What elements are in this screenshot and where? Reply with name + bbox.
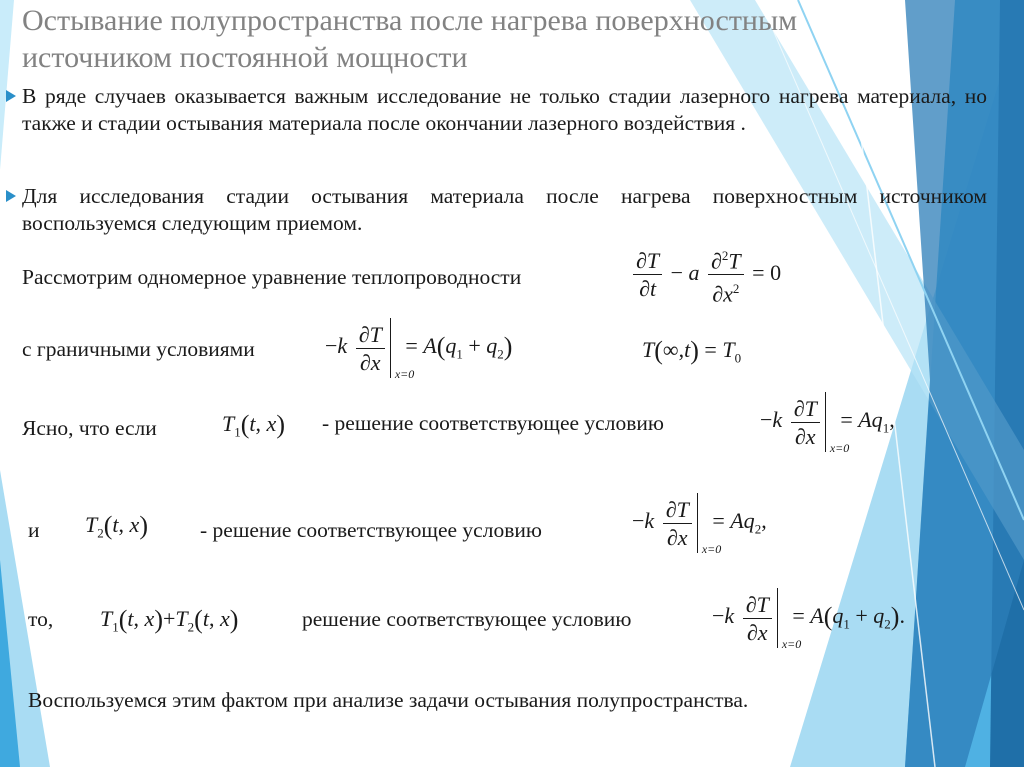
if-label: Ясно, что если [22,416,157,440]
sol1-label: - решение соответствующее условию [322,411,664,435]
condition-1: −k $\frac{\partial T}{\partial x}$ x=0 = $Aq_1$, [760,392,895,452]
then-label: то, [28,607,54,631]
condition-3: −k $\frac{\partial T}{\partial x}$ x=0 = $A(q_1 + q_2)$. [712,588,905,648]
t2-expression: $T_2(t$, x) [85,511,148,541]
bullet-icon [6,90,16,102]
infinity-condition: $T(\infty,t) = T_0$ [642,336,742,366]
heat-eq-label: Рассмотрим одномерное уравнение теплопроводности [22,265,522,289]
sol2-label: - решение соответствующее условию [200,518,542,542]
paragraph-1: В ряде случаев оказывается важным исследование не только стадии лазерного нагрева материала, но также и стадии остывания материала после окончании лазерного воздействия . [22,84,987,135]
condition-2: −k $\frac{\partial T}{\partial x}$ x=0 = $Aq_2$, [632,493,767,553]
bc-label: с граничными условиями [22,337,255,361]
and-label: и [28,518,40,542]
bullet-icon [6,190,16,202]
t1-expression: $T_1(t$, x) [222,410,285,440]
conclusion-text: Воспользуемся этим фактом при анализе задачи остывания полупространства. [28,688,749,712]
sol3-label: решение соответствующее условию [302,607,632,631]
boundary-condition: −k $\frac{\partial T}{\partial x}$ x=0 = $A(q_1 + q_2)$ [325,318,512,378]
t-sum-expression: $T_1(t$, $x)+T_2(t$, x) [100,605,239,635]
slide-title: Остывание полупространства после нагрева поверхностным источником постоянной мощности [22,4,798,74]
paragraph-2: Для исследования стадии остывания материала после нагрева поверхностным источником воспользуемся следующим приемом. [22,184,987,235]
heat-equation: $\frac{\partial T}{\partial t}$ − a $\frac{\partial^2T}{\partial x^2}$ = 0 [630,242,781,308]
